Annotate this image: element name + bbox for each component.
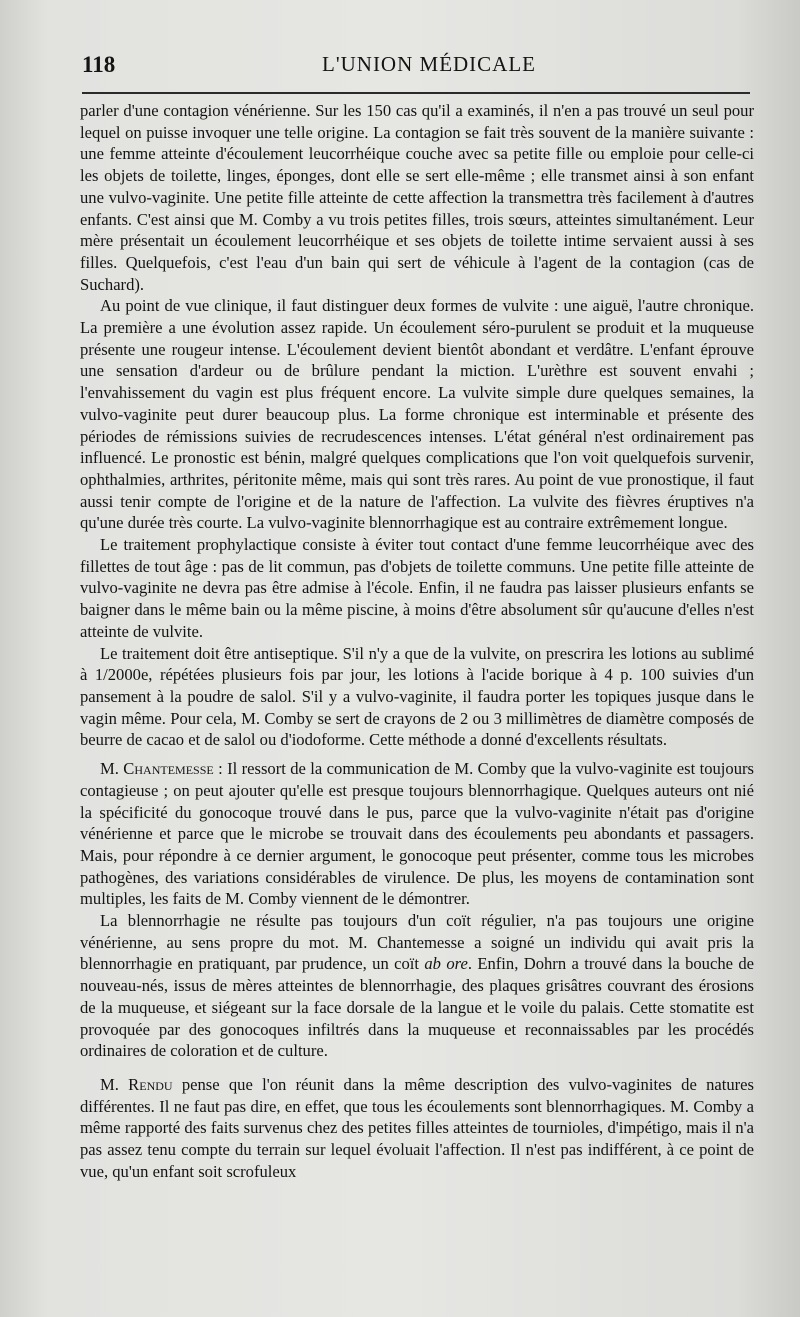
paragraph-text: pense que l'on réunit dans la même description des vulvo-vaginites de natures différentes. Il ne faut pas dire, en effet, que tous les écoulements sont blennorrhagiques. M. Comby a même rapporté des faits survenus chez des petites filles atteintes de tournioles, d'impétigo, mais il n'a pas assez tenu compte du terrain sur lequel évoluait l'affection. Il n'est pas indifférent, à ce point de vue, qu'un enfant soit scrofuleux [80,1074,754,1181]
paragraph-text: La blennorrhagie ne résulte pas toujours d'un coït régulier, n'a pas toujours une origine vénérienne, au sens propre du mot. M. Chantemesse a soigné un individu qui avait pris la blennorrhagie en pratiquant, par prudence, un coït [80,911,754,974]
paragraph-text: : Il ressort de la communication de M. Comby que la vulvo-vaginite est toujours contagieuse ; on peut ajouter qu'elle est presque toujours blennorrhagique. Quelques auteurs ont nié la spécificité du gonocoque trouvé dans le pus, parce que la vulvo-vaginite n'était pas d'origine vénérienne et parce que le microbe se trouvait dans des écoulements peu abondants et passagers. Mais, pour répondre à ce dernier argument, le gonocoque peut présenter, comme tous les microbes pathogènes, des variations considérables de virulence. De plus, les moyens de contamination sont multiples, les faits de M. Comby viennent de le démontrer. [80,759,754,909]
page-number: 118 [82,52,116,77]
running-head: L'UNION MÉDICALE [322,52,537,76]
paragraph: parler d'une contagion vénérienne. Sur les 150 cas qu'il a examinés, il n'en a pas trouvé un seul pour lequel on puisse invoquer une telle origine. La contagion se fait très souvent de la manière suivante : une femme atteinte d'écoulement leucorrhéique couche avec sa petite fille ou emploie pour celle-ci les objets de toilette, linges, éponges, dont elle se sert elle-même ; elle transmet ainsi à son enfant une vulvo-vaginite. Une petite fille atteinte de cette affection la transmettra très facilement à d'autres enfants. C'est ainsi que M. Comby a vu trois petites filles, trois sœurs, atteintes simultanément. Leur mère présentait un écoulement leucorrhéique et ses objets de toilette intime servaient aussi à ses filles. Quelquefois, c'est l'eau d'un bain qui sert de véhicule à l'agent de la contagion (cas de Suchard). [80,101,754,294]
italic-phrase: ab ore [424,954,468,974]
paragraph: Le traitement prophylactique consiste à éviter tout contact d'une femme leucorrhéique avec des fillettes de tout âge : pas de lit commun, pas d'objets de toilette communs. Une petite fille atteinte de vulvo-vaginite ne devra pas être admise à l'école. Enfin, il ne faudra pas laisser plusieurs enfants se baigner dans le même bain ou la même piscine, à moins d'être absolument sûr qu'aucune d'elles n'est atteinte de vulvite. [80,535,754,641]
page-header [82,52,750,86]
paragraph [80,1074,754,1183]
paragraph: Le traitement doit être antiseptique. S'il n'y a que de la vulvite, on prescrira les lotions au sublimé à 1/2000e, répétées plusieurs fois par jour, les lotions à l'acide borique à 4 p. 100 suivies d'un pansement à la poudre de salol. S'il y a vulvo-vaginite, il faudra porter les topiques jusque dans le vagin même. Pour cela, M. Comby se sert de crayons de 2 ou 3 millimètres de diamètre composés de beurre de cacao et de salol ou d'iodoforme. Cette méthode a donné d'excellents résultats. [80,643,754,750]
article-body [80,100,754,1182]
paragraph-text: . Enfin, Dohrn a trouvé dans la bouche de nouveau-nés, issus de mères atteintes de blennorrhagie, des plaques grisâtres couvrant des érosions de la muqueuse, et siégeant sur la face dorsale de la langue et le voile du palais. Cette stomatite est provoquée par des gonocoques infiltrés dans la muqueuse et reconnaissables par les procédés ordinaires de coloration et de culture. [80,954,755,1061]
paragraph [80,758,754,910]
speaker-name: M. Chantemesse [100,759,214,779]
paragraph [80,910,754,1062]
paragraph: Au point de vue clinique, il faut distinguer deux formes de vulvite : une aiguë, l'autre chronique. La première a une évolution assez rapide. Un écoulement séro-purulent se produit et la muqueuse présente une rougeur intense. L'écoulement devient bientôt abondant et verdâtre. L'enfant éprouve une sensation d'ardeur ou de brûlure pendant la miction. L'urèthre est souvent envahi ; l'envahissement du vagin est plus fréquent encore. La vulvite simple dure quelques semaines, la vulvo-vaginite peut durer beaucoup plus. La forme chronique est interminable et présente des périodes de rémissions suivies de recrudescences intenses. L'état général n'est ordinairement pas influencé. Le pronostic est bénin, malgré quelques complications que l'on voit quelquefois survenir, ophthalmies, arthrites, péritonite même, mais qui sont très rares. Au point de vue pronostique, il faut aussi tenir compte de l'origine et de la nature de l'affection. La vulvite des fièvres éruptives n'a qu'une durée très courte. La vulvo-vaginite blennorrhagique est au contraire extrêmement longue. [80,296,754,533]
speaker-name: M. Rendu [100,1074,173,1094]
header-rule [82,92,750,94]
